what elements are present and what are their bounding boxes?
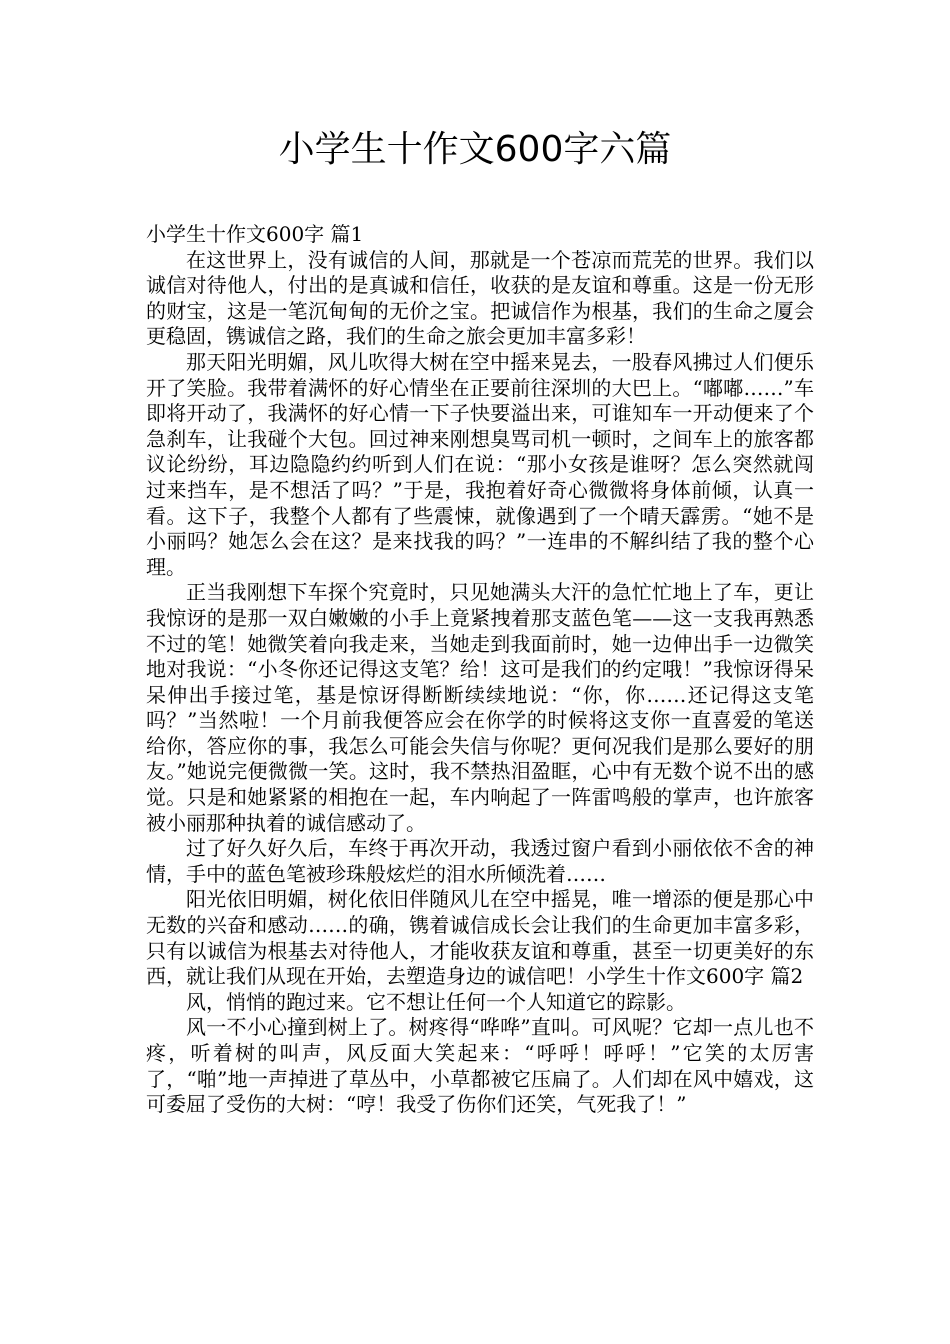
paragraph: 在这世界上，没有诚信的人间，那就是一个苍凉而荒芜的世界。我们以诚信对待他人，付出的是真诚和信任，收获的是友谊和尊重。这是一份无形的财宝，这是一笔沉甸甸的无价之宝。把诚信作为根基，我们的生命之厦会更稳固，镌诚信之路，我们的生命之旅会更加丰富多彩！ (146, 247, 814, 349)
paragraph: 阳光依旧明媚，树化依旧伴随风儿在空中摇晃，唯一增添的便是那心中无数的兴奋和感动……的确，镌着诚信成长会让我们的生命更加丰富多彩，只有以诚信为根基去对待他人，才能收获友谊和尊重，甚至一切更美好的东西，就让我们从现在开始，去塑造身边的诚信吧！小学生十作文600字 篇2 (146, 887, 814, 989)
paragraph: 那天阳光明媚，风儿吹得大树在空中摇来晃去，一股春风拂过人们便乐开了笑脸。我带着满怀的好心情坐在正要前往深圳的大巴上。“嘟嘟……”车即将开动了，我满怀的好心情一下子快要溢出来，可谁知车一开动便来了个急刹车，让我碰个大包。回过神来刚想臭骂司机一顿时，之间车上的旅客都议论纷纷，耳边隐隐约约听到人们在说：“那小女孩是谁呀？怎么突然就闯过来挡车，是不想活了吗？”于是，我抱着好奇心微微将身体前倾，认真一看。这下子，我整个人都有了些震悚，就像遇到了一个晴天霹雳。“她不是小丽吗？她怎么会在这？是来找我的吗？”一连串的不解纠结了我的整个心理。 (146, 349, 814, 579)
paragraph: 风，悄悄的跑过来。它不想让任何一个人知道它的踪影。 (186, 989, 686, 1014)
paragraph: 正当我刚想下车探个究竟时，只见她满头大汗的急忙忙地上了车，更让我惊讶的是那一双白嫩嫩的小手上竟紧拽着那支蓝色笔——这一支我再熟悉不过的笔！她微笑着向我走来，当她走到我面前时，她一边伸出手一边微笑地对我说：“小冬你还记得这支笔？给！这可是我们的约定哦！”我惊讶得呆呆伸出手接过笔，基是惊讶得断断续续地说：“你，你……还记得这支笔吗？”当然啦！一个月前我便答应会在你学的时候将这支你一直喜爱的笔送给你，答应你的事，我怎么可能会失信与你呢？更何况我们是那么要好的朋友。”她说完便微微一笑。这时，我不禁热泪盈眶，心中有无数个说不出的感觉。只是和她紧紧的相抱在一起，车内响起了一阵雷鸣般的掌声，也许旅客被小丽那种执着的诚信感动了。 (146, 580, 814, 835)
section-heading: 小学生十作文600字 篇1 (146, 222, 364, 246)
document-body (146, 222, 814, 1118)
paragraph: 风一不小心撞到树上了。树疼得“哗哗”直叫。可风呢？它却一点儿也不疼，听着树的叫声，风反面大笑起来：“呼呼！呼呼！”它笑的太厉害了，“啪”地一声掉进了草丛中，小草都被它压扁了。人们却在风中嬉戏，这可委屈了受伤的大树：“哼！我受了伤你们还笑，气死我了！” (146, 1015, 814, 1117)
document-title: 小学生十作文600字六篇 (278, 129, 672, 170)
paragraph: 过了好久好久后，车终于再次开动，我透过窗户看到小丽依依不舍的神情，手中的蓝色笔被珍珠般炫烂的泪水所倾洗着…… (146, 836, 814, 886)
